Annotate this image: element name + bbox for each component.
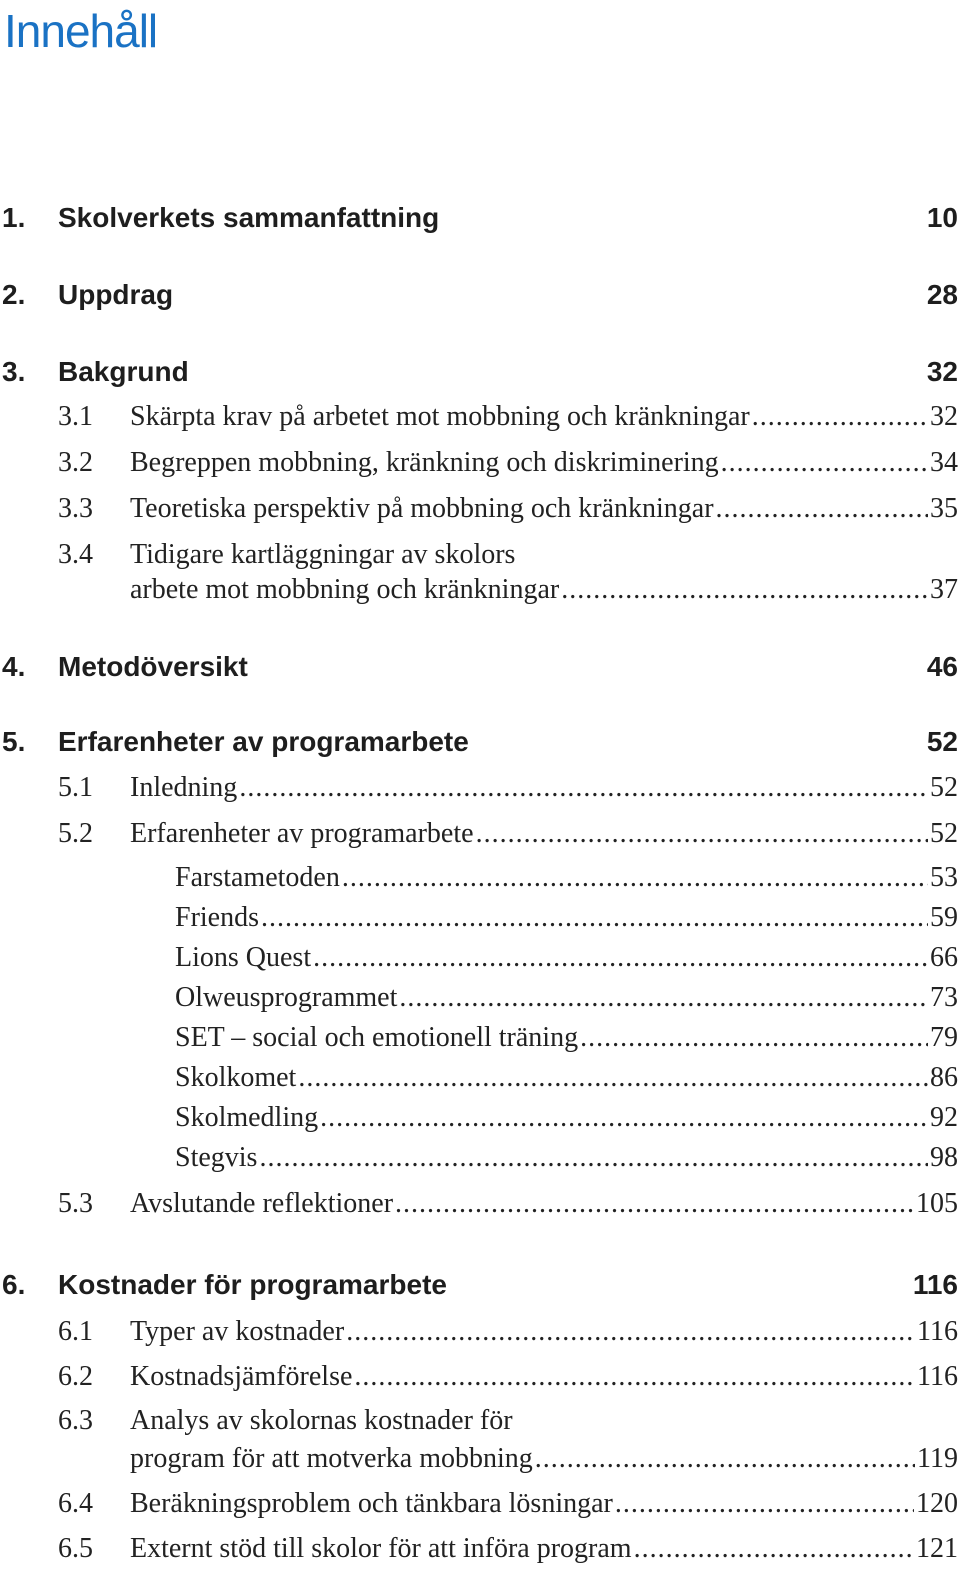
entry-number: 5.2: [58, 818, 93, 849]
toc-section-4[interactable]: [0, 647, 958, 687]
toc-entry-6-1[interactable]: [0, 1312, 958, 1352]
toc-entry-6-3-cont[interactable]: [0, 1439, 958, 1479]
entry-title: Skärpta krav på arbetet mot mobbning och kränkningar: [130, 401, 750, 432]
entry-title-line-2: program för att motverka mobbning: [130, 1443, 533, 1474]
entry-number: 6.4: [58, 1488, 93, 1519]
dot-leader: [298, 1058, 928, 1098]
entry-page: 120: [916, 1488, 958, 1519]
toc-entry-5-3[interactable]: [0, 1184, 958, 1224]
entry-title: Beräkningsproblem och tänkbara lösningar: [130, 1488, 613, 1519]
dot-leader: [313, 938, 928, 978]
entry-page: 119: [917, 1443, 958, 1474]
entry-title: Skolkomet: [175, 1062, 297, 1093]
dot-leader: [721, 443, 928, 483]
entry-number: 3.1: [58, 401, 93, 432]
section-number: 4.: [2, 651, 26, 682]
entry-page: 37: [930, 574, 958, 605]
section-title: Bakgrund: [58, 356, 189, 387]
toc-section-3[interactable]: [0, 352, 958, 392]
entry-title: Skolmedling: [175, 1102, 319, 1133]
entry-number: 6.2: [58, 1361, 93, 1392]
section-page: 32: [926, 356, 958, 387]
section-title: Erfarenheter av programarbete: [58, 726, 469, 757]
section-page: 116: [912, 1269, 958, 1300]
toc-entry-6-4[interactable]: [0, 1484, 958, 1524]
entry-page: 92: [930, 1102, 958, 1133]
toc-section-6[interactable]: [0, 1265, 958, 1305]
section-number: 6.: [2, 1269, 26, 1300]
section-number: 1.: [2, 202, 26, 233]
toc-subentry-friends[interactable]: [0, 898, 958, 938]
entry-title: Typer av kostnader: [130, 1316, 345, 1347]
section-number: 2.: [2, 279, 26, 310]
toc-section-1[interactable]: [0, 198, 958, 238]
dot-leader: [634, 1529, 914, 1569]
section-page: 10: [926, 202, 958, 233]
entry-title: Erfarenheter av programarbete: [130, 818, 474, 849]
toc-entry-6-5[interactable]: [0, 1529, 958, 1569]
entry-title: Inledning: [130, 772, 238, 803]
toc-subentry-skolkomet[interactable]: [0, 1058, 958, 1098]
dot-leader: [395, 1184, 914, 1224]
section-number: 5.: [2, 726, 26, 757]
entry-title: Externt stöd till skolor för att införa program: [130, 1533, 632, 1564]
dot-leader: [752, 397, 928, 437]
toc-section-5[interactable]: [0, 722, 958, 762]
dot-leader: [476, 814, 928, 854]
entry-title-line-1: Tidigare kartläggningar av skolors: [130, 539, 516, 570]
toc-entry-6-3[interactable]: [0, 1401, 958, 1441]
dot-leader: [239, 768, 928, 808]
entry-page: 32: [930, 401, 958, 432]
entry-page: 98: [930, 1142, 958, 1173]
entry-page: 52: [930, 772, 958, 803]
toc-subentry-farstametoden[interactable]: [0, 858, 958, 898]
dot-leader: [259, 1138, 928, 1178]
toc-section-2[interactable]: [0, 275, 958, 315]
dot-leader: [580, 1018, 928, 1058]
toc-entry-3-2[interactable]: [0, 443, 958, 483]
entry-page: 59: [930, 902, 958, 933]
section-page: 28: [926, 279, 958, 310]
entry-page: 53: [930, 862, 958, 893]
entry-number: 3.3: [58, 493, 93, 524]
toc-subentry-stegvis[interactable]: [0, 1138, 958, 1178]
section-page: 52: [926, 726, 958, 757]
toc-subentry-olweusprogrammet[interactable]: [0, 978, 958, 1018]
toc-subentry-skolmedling[interactable]: [0, 1098, 958, 1138]
entry-page: 66: [930, 942, 958, 973]
toc-entry-3-1[interactable]: [0, 397, 958, 437]
entry-page: 116: [917, 1361, 958, 1392]
entry-number: 6.3: [58, 1405, 93, 1436]
toc-subentry-lions-quest[interactable]: [0, 938, 958, 978]
section-number: 3.: [2, 356, 26, 387]
dot-leader: [716, 489, 928, 529]
entry-number: 5.1: [58, 772, 93, 803]
entry-title: Teoretiska perspektiv på mobbning och kränkningar: [130, 493, 714, 524]
section-title: Skolverkets sammanfattning: [58, 202, 440, 233]
entry-title: Begreppen mobbning, kränkning och diskriminering: [130, 447, 719, 478]
toc-entry-3-4-cont[interactable]: [0, 570, 958, 610]
entry-page: 35: [930, 493, 958, 524]
section-title: Uppdrag: [58, 279, 174, 310]
entry-title: Stegvis: [175, 1142, 258, 1173]
dot-leader: [615, 1484, 914, 1524]
entry-title: Lions Quest: [175, 942, 312, 973]
entry-page: 73: [930, 982, 958, 1013]
page-title: Innehåll: [4, 5, 158, 57]
dot-leader: [354, 1357, 915, 1397]
entry-page: 105: [916, 1188, 958, 1219]
toc-entry-6-2[interactable]: [0, 1357, 958, 1397]
section-page: 46: [926, 651, 958, 682]
dot-leader: [342, 858, 928, 898]
dot-leader: [346, 1312, 915, 1352]
dot-leader: [561, 570, 928, 610]
section-title: Metodöversikt: [58, 651, 248, 682]
entry-title-line-1: Analys av skolornas kostnader för: [130, 1405, 513, 1436]
toc-subentry-set[interactable]: [0, 1018, 958, 1058]
entry-page: 79: [930, 1022, 958, 1053]
entry-title: Friends: [175, 902, 259, 933]
entry-number: 3.4: [58, 539, 93, 570]
entry-page: 121: [916, 1533, 958, 1564]
entry-number: 3.2: [58, 447, 93, 478]
entry-page: 34: [930, 447, 958, 478]
entry-title: Olweusprogrammet: [175, 982, 398, 1013]
entry-title: Kostnadsjämförelse: [130, 1361, 353, 1392]
toc-entry-5-1[interactable]: [0, 768, 958, 808]
dot-leader: [399, 978, 928, 1018]
entry-number: 6.5: [58, 1533, 93, 1564]
entry-number: 5.3: [58, 1188, 93, 1219]
section-title: Kostnader för programarbete: [58, 1269, 447, 1300]
entry-title: Farstametoden: [175, 862, 340, 893]
toc-entry-3-3[interactable]: [0, 489, 958, 529]
entry-title: Avslutande reflektioner: [130, 1188, 394, 1219]
dot-leader: [535, 1439, 915, 1479]
entry-page: 116: [917, 1316, 958, 1347]
entry-number: 6.1: [58, 1316, 93, 1347]
toc-entry-5-2[interactable]: [0, 814, 958, 854]
entry-page: 86: [930, 1062, 958, 1093]
dot-leader: [320, 1098, 928, 1138]
toc-entry-3-4[interactable]: [0, 535, 958, 575]
entry-title: SET – social och emotionell träning: [175, 1022, 579, 1053]
entry-title-line-2: arbete mot mobbning och kränkningar: [130, 574, 560, 605]
entry-page: 52: [930, 818, 958, 849]
dot-leader: [261, 898, 928, 938]
